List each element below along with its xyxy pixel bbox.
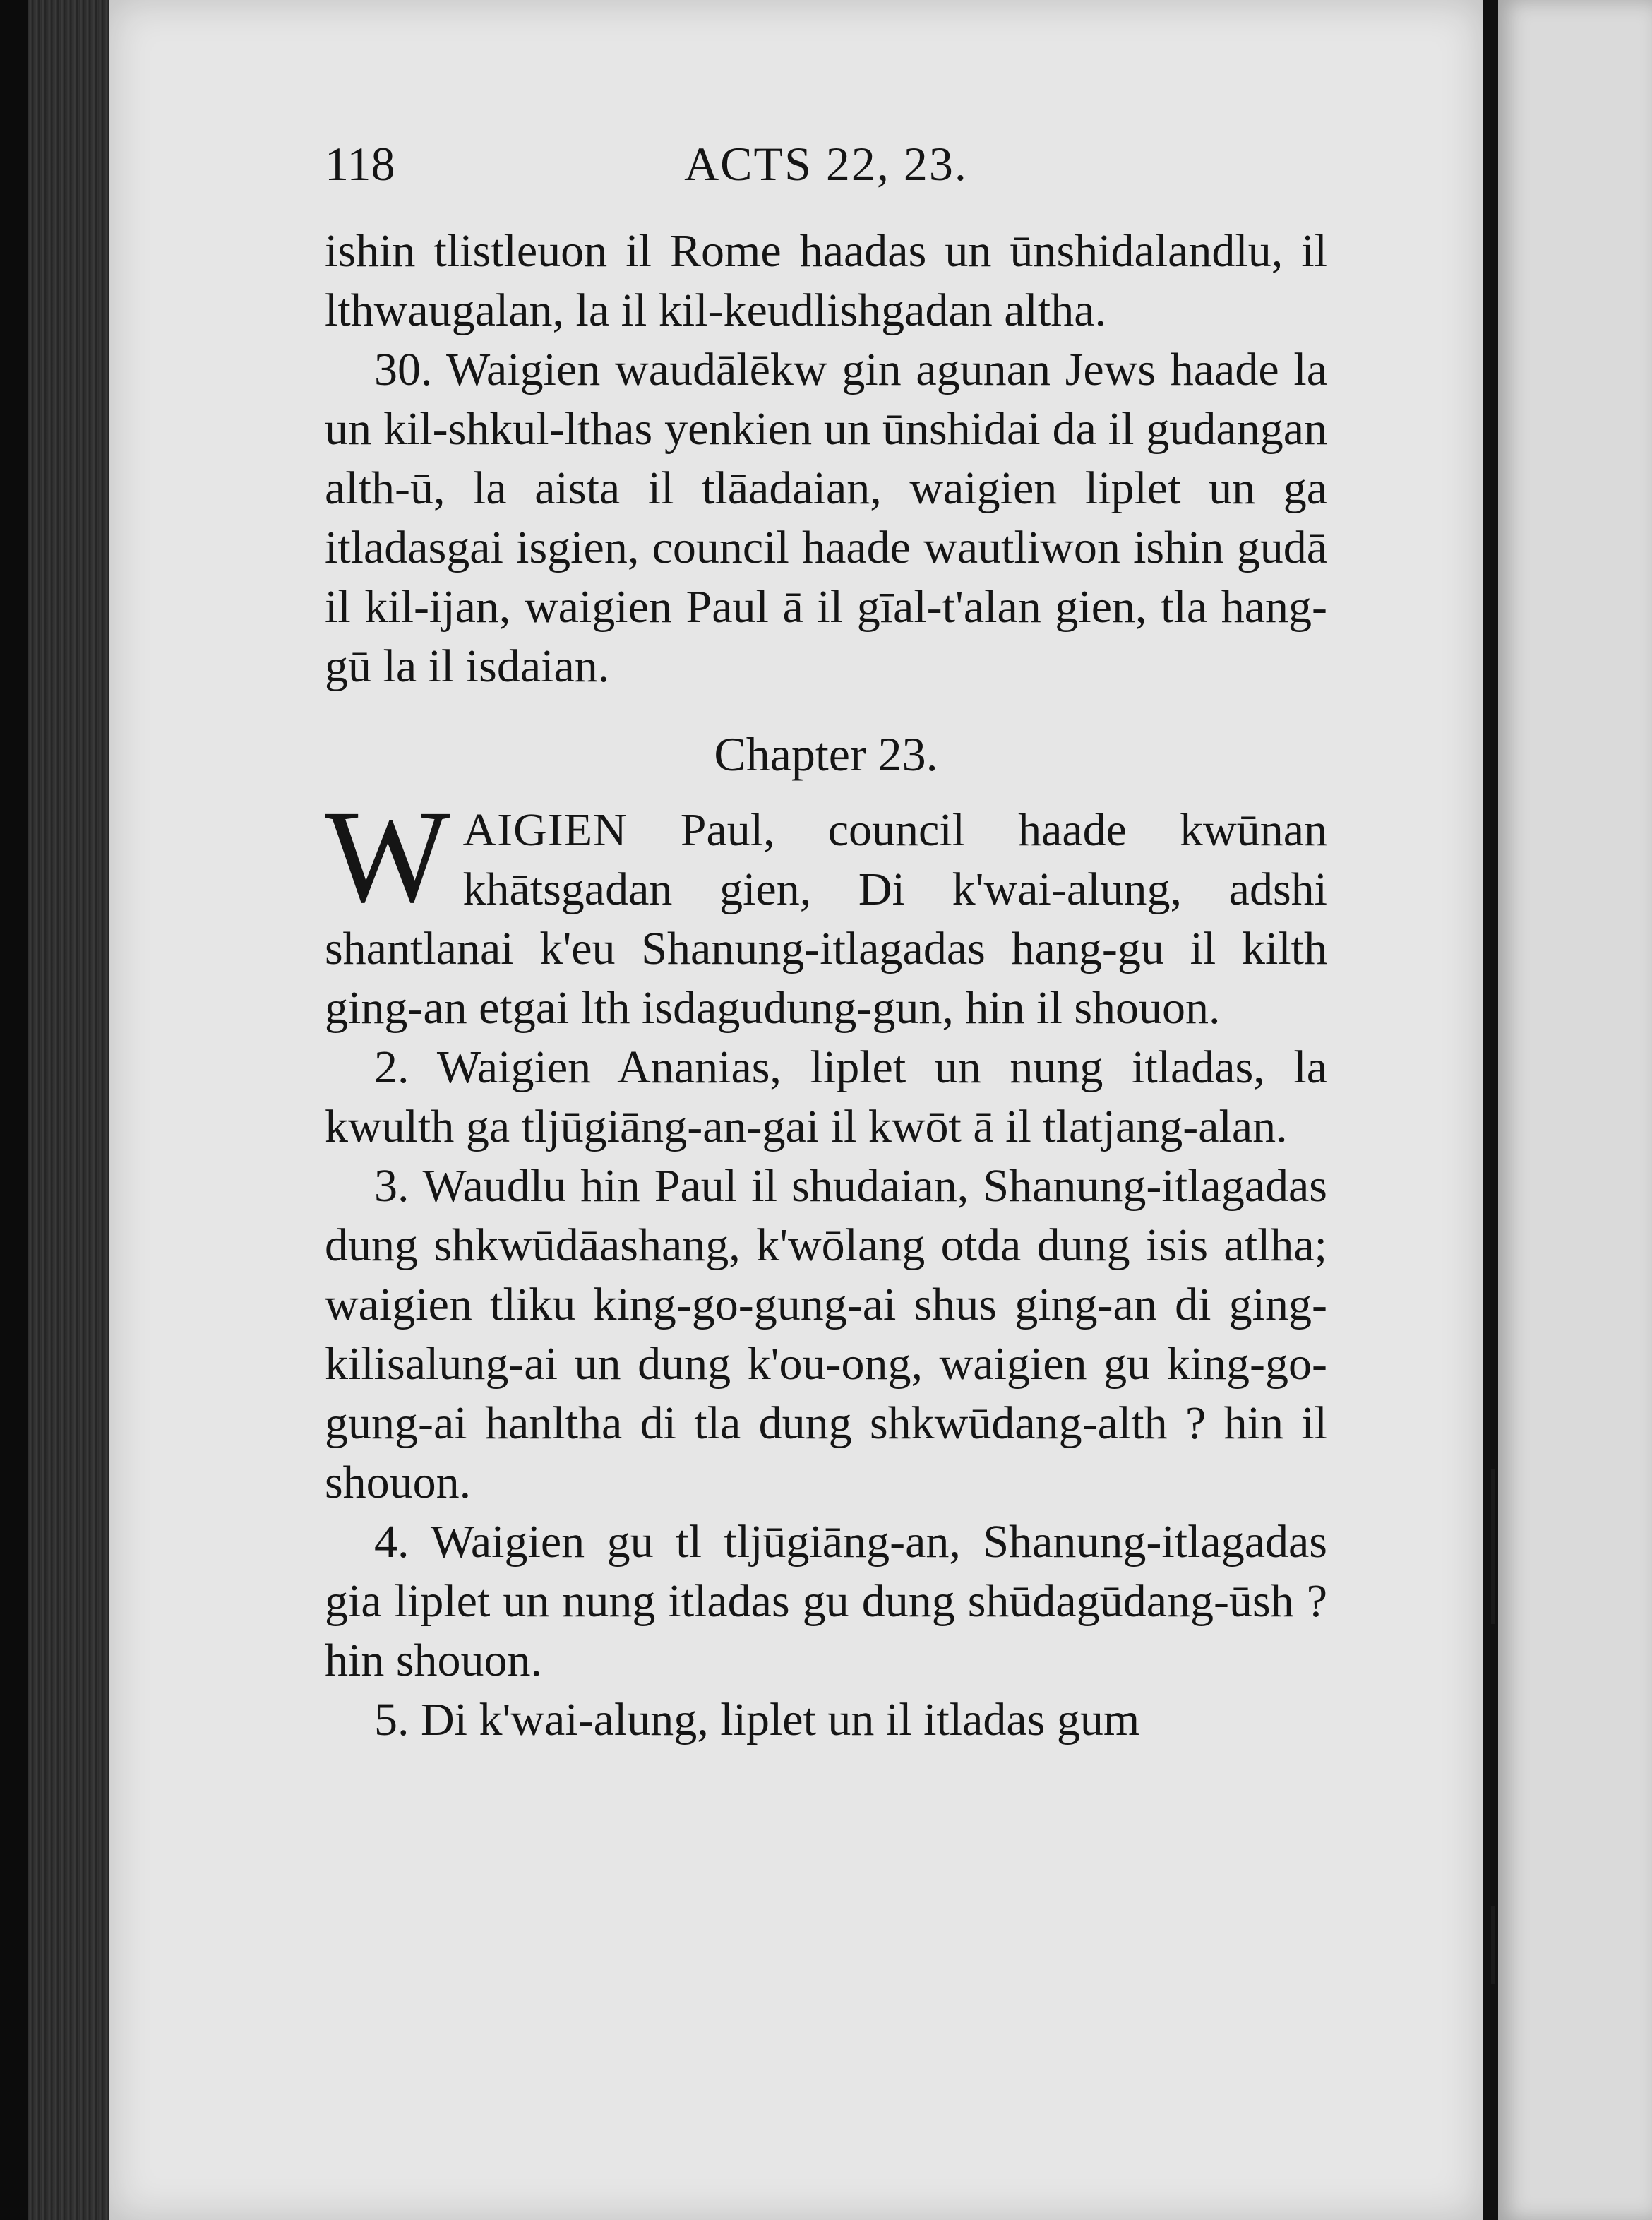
chapter-opening-paragraph xyxy=(325,782,1327,1038)
verse-2: 2. Waigien Ananias, liplet un nung itladas, la kwulth ga tljūgiāng-an-gai il kwōt ā il tlatjang-alan. xyxy=(325,1042,1327,1152)
adjacent-page-edge xyxy=(1498,0,1652,2220)
text-block xyxy=(325,134,1327,1750)
opening-text: Paul, council haade kwūnan khātsgadan gien, Di k'wai-alung, adshi shantlanai k'eu Shanung-itlagadas hang-gu il kilth ging-an etgai lth isdagudung-gun, hin il shouon. xyxy=(325,804,1327,1034)
page-header xyxy=(325,134,1327,193)
page-gutter xyxy=(1483,0,1498,2220)
running-head: ACTS 22, 23. xyxy=(684,137,968,191)
drop-cap: W xyxy=(325,782,450,930)
opening-small-caps: AIGIEN xyxy=(462,804,628,856)
paragraph-continuation: ishin tlistleuon il Rome haadas un ūnshidalandlu, il lthwaugalan, la il kil-keudlishgadan altha. xyxy=(325,225,1327,336)
chapter-heading: Chapter 23. xyxy=(714,727,938,781)
margin-mark xyxy=(1491,1469,1495,1624)
page-number: 118 xyxy=(325,137,395,191)
book-binding xyxy=(28,0,109,2220)
verse-3: 3. Waudlu hin Paul il shudaian, Shanung-itlagadas dung shkwūdāashang, k'wōlang otda dung isis atlha; waigien tliku king-go-gung-ai shus ging-an di ging-kilisalung-ai un dung k'ou-ong, waigien gu king-go-gung-ai hanltha di tla dung shkwūdang-alth ? hin il shouon. xyxy=(325,1160,1327,1508)
verse-5: 5. Di k'wai-alung, liplet un il itladas gum xyxy=(374,1694,1140,1745)
verse-30: 30. Waigien waudālēkw gin agunan Jews haade la un kil-shkul-lthas yenkien un ūnshidai da il gudangan alth-ū, la aista il tlāadaian, waigien liplet un ga itladasgai isgien, council haade wautliwon ishin gudā il kil-ijan, waigien Paul ā il gīal-t'alan gien, tla hang-gū la il isdaian. xyxy=(325,344,1327,692)
verse-4: 4. Waigien gu tl tljūgiāng-an, Shanung-itlagadas gia liplet un nung itladas gu dung shūdagūdang-ūsh ? hin shouon. xyxy=(325,1516,1327,1686)
margin-mark xyxy=(1491,1906,1495,1984)
